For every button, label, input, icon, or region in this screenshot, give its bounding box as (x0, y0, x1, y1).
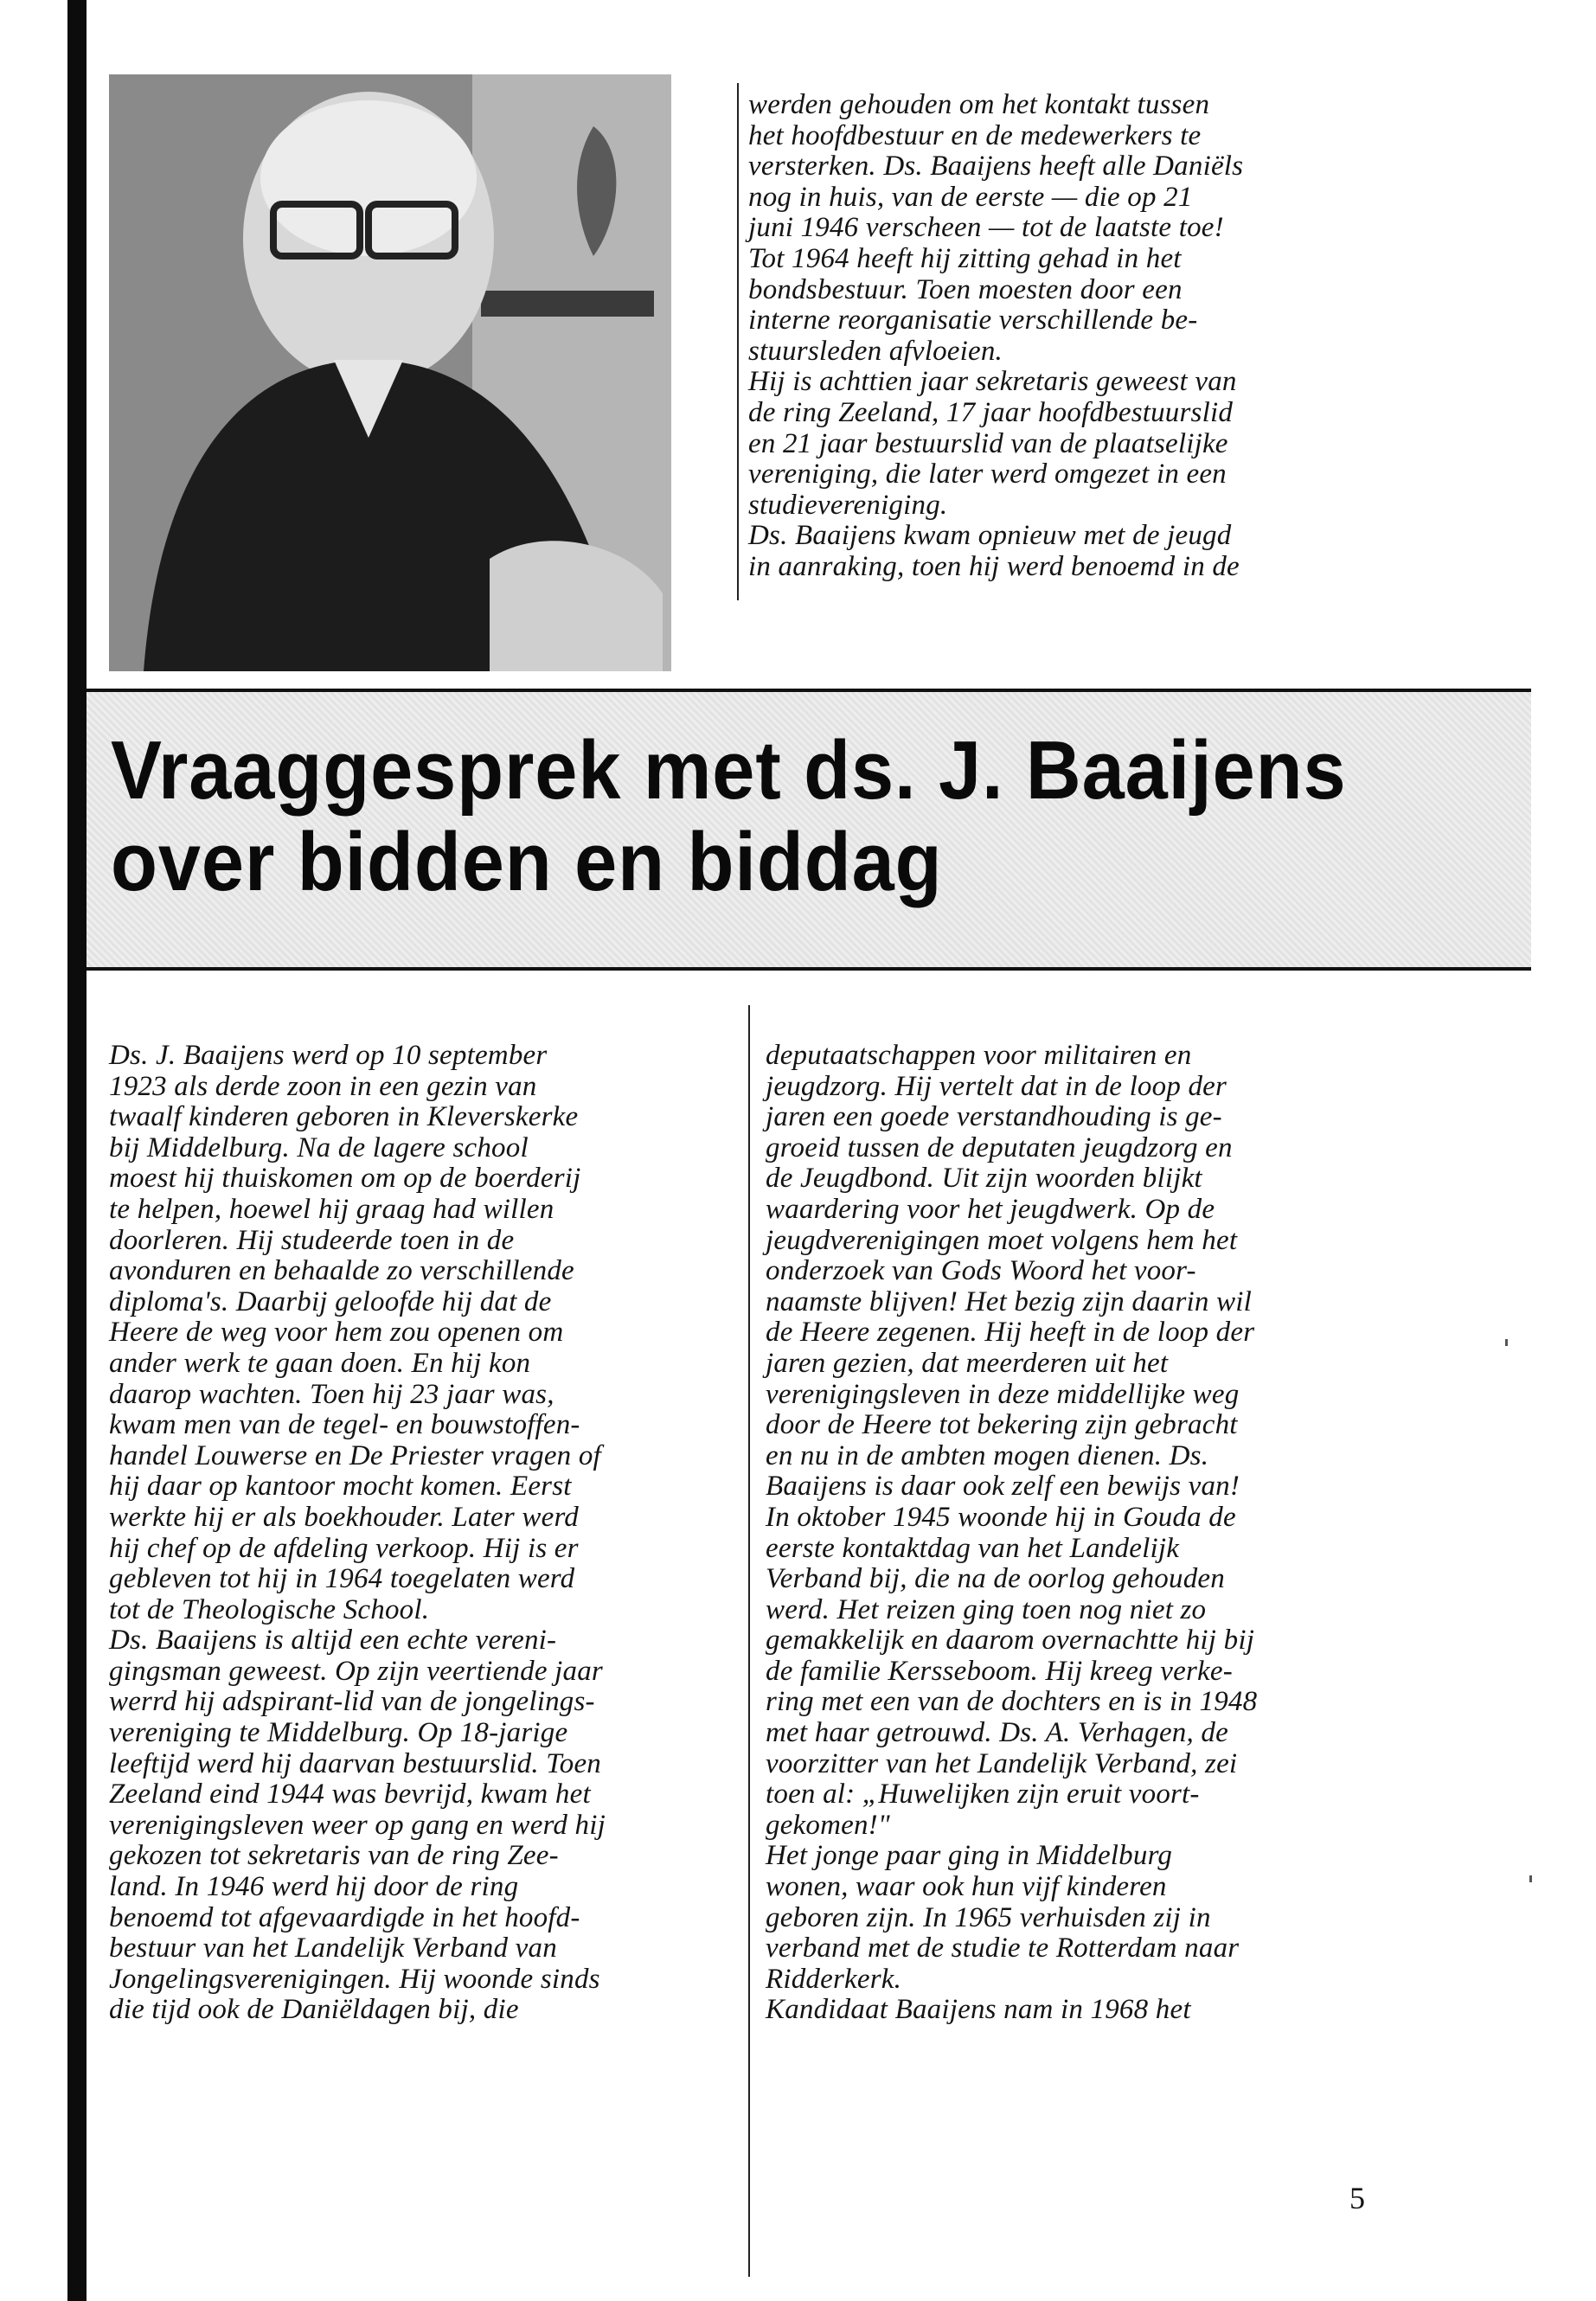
portrait-photo (109, 74, 671, 671)
print-speck (1529, 1875, 1532, 1882)
right-article-column: deputaatschappen voor militairen en jeugdzorg. Hij vertelt dat in de loop der jaren een goede verstandhouding is ge- groeid tussen de deputaten jeugdzorg en de Jeugdbond. Uit zijn woorden blijkt waardering voor het jeugdwerk. Op de jeugdverenigingen moet volgens hem het onderzoek van Gods Woord het voor- naamste blijven! Het bezig zijn daarin wil de Heere zegenen. Hij heeft in de loop der jaren gezien, dat meerderen uit het verenigingsleven in deze middellijke weg door de Heere tot bekering zijn gebracht en nu in de ambten mogen dienen. Ds. Baaijens is daar ook zelf een bewijs van! In oktober 1945 woonde hij in Gouda de eerste kontaktdag van het Landelijk Verband bij, die na de oorlog gehouden werd. Het reizen ging toen nog niet zo gemakkelijk en daarom overnachtte hij bij de familie Kersseboom. Hij kreeg verke- ring met een van de dochters en is in 1948 met haar getrouwd. Ds. A. Verhagen, de voorzitter van het Landelijk Verband, zei toen al: „Huwelijken zijn eruit voort- gekomen!" Het jonge paar ging in Middelburg wonen, waar ook hun vijf kinderen geboren zijn. In 1965 verhuisden zij in verband met de studie te Rotterdam naar Ridderkerk. Kandidaat Baaijens nam in 1968 het (766, 1040, 1258, 2026)
article-headline (111, 725, 1347, 908)
top-right-article-text: werden gehouden om het kontakt tussen het hoofdbestuur en de medewerkers te versterken. Ds. Baaijens heeft alle Daniëls nog in huis, van de eerste — die op 21 juni 1946 verscheen — tot de laatste toe! Tot 1964 heeft hij zitting gehad in het bondsbestuur. Toen moesten door een interne reorganisatie verschillende be- stuursleden afvloeien. Hij is achttien jaar sekretaris geweest van de ring Zeeland, 17 jaar hoofdbestuurslid en 21 jaar bestuurslid van de plaatselijke vereniging, die later werd omgezet in een studievereniging. Ds. Baaijens kwam opnieuw met de jeugd in aanraking, toen hij werd benoemd in de (748, 89, 1244, 582)
page-number: 5 (1349, 2181, 1365, 2215)
headline-line-2: over bidden en biddag (111, 816, 943, 908)
column-divider-bottom (748, 1005, 750, 2277)
page-edge-bar (67, 0, 87, 2301)
column-divider-top (737, 83, 739, 600)
headline-line-1: Vraaggesprek met ds. J. Baaijens (111, 724, 1347, 817)
print-speck (1505, 1339, 1508, 1346)
left-article-column: Ds. J. Baaijens werd op 10 september 1923 als derde zoon in een gezin van twaalf kinderen geboren in Kleverskerke bij Middelburg. Na de lagere school moest hij thuiskomen om op de boerderij te helpen, hoewel hij graag had willen doorleren. Hij studeerde toen in de avonduren en behaalde zo verschillende diploma's. Daarbij geloofde hij dat de Heere de weg voor hem zou openen om ander werk te gaan doen. En hij kon daarop wachten. Toen hij 23 jaar was, kwam men van de tegel- en bouwstoffen- handel Louwerse en De Priester vragen of hij daar op kantoor mocht komen. Eerst werkte hij er als boekhouder. Later werd hij chef op de afdeling verkoop. Hij is er gebleven tot hij in 1964 toegelaten werd tot de Theologische School. Ds. Baaijens is altijd een echte vereni- gingsman geweest. Op zijn veertiende jaar werrd hij adspirant-lid van de jongelings- vereniging te Middelburg. Op 18-jarige leeftijd werd hij daarvan bestuurslid. Toen Zeeland eind 1944 was bevrijd, kwam het verenigingsleven weer op gang en werd hij gekozen tot sekretaris van de ring Zee- land. In 1946 werd hij door de ring benoemd tot afgevaardigde in het hoofd- bestuur van het Landelijk Verband van Jongelingsverenigingen. Hij woonde sinds die tijd ook de Daniëldagen bij, die (109, 1040, 606, 2026)
